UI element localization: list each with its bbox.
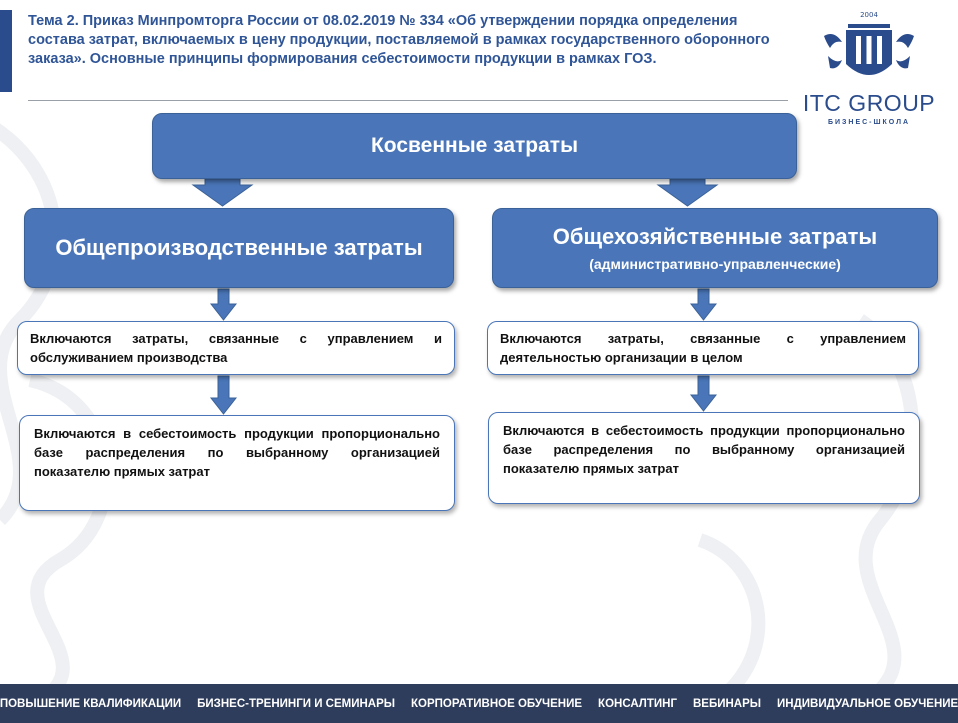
arrow-left-1 bbox=[211, 289, 236, 320]
page-title: Тема 2. Приказ Минпромторга России от 08.02.2019 № 334 «Об утверждении порядка определения состава затрат, включаемых в цену продукции, поставляемой в рамках государственного оборонного заказа». Основные принципы формирования себестоимости продукции в рамках ГОЗ. bbox=[28, 13, 770, 67]
general-overhead-scope: Включаются затраты, связанные с управлением деятельностью организации в целом bbox=[487, 321, 919, 375]
logo-name: ITC GROUP bbox=[802, 90, 936, 116]
logo-year: 2004 bbox=[860, 11, 878, 19]
indirect-costs-label: Косвенные затраты bbox=[370, 134, 579, 157]
footer-bar bbox=[0, 684, 958, 723]
arrow-right-1 bbox=[691, 289, 716, 320]
production-overhead-allocation: Включаются в себестоимость продукции пропорционально базе распределения по выбранному организацией показателю прямых затрат bbox=[19, 415, 455, 511]
production-overhead-label: Общепроизводственные затраты bbox=[55, 235, 423, 260]
production-overhead-scope: Включаются затраты, связанные с управлением и обслуживанием производства bbox=[17, 321, 455, 375]
footer-link-webinars[interactable]: ВЕБИНАРЫ bbox=[692, 697, 762, 710]
general-overhead-label: Общехозяйственные затраты bbox=[552, 224, 878, 249]
arrow-top-right bbox=[658, 179, 717, 206]
production-overhead-box bbox=[24, 208, 454, 288]
arrow-left-2 bbox=[211, 376, 236, 414]
footer-link-trainings[interactable]: БИЗНЕС-ТРЕНИНГИ И СЕМИНАРЫ bbox=[197, 697, 396, 710]
logo-subtitle: БИЗНЕС-ШКОЛА bbox=[827, 119, 911, 126]
footer-link-individual[interactable]: ИНДИВИДУАЛЬНОЕ ОБУЧЕНИЕ bbox=[777, 697, 958, 710]
footer-link-corporate[interactable]: КОРПОРАТИВНОЕ ОБУЧЕНИЕ bbox=[411, 697, 583, 710]
arrow-top-left bbox=[193, 179, 252, 206]
arrow-right-2 bbox=[691, 376, 716, 411]
general-overhead-box bbox=[492, 208, 938, 288]
general-overhead-allocation: Включаются в себестоимость продукции пропорционально базе распределения по выбранному организацией показателю прямых затрат bbox=[488, 412, 920, 504]
footer-link-qualification[interactable]: ПОВЫШЕНИЕ КВАЛИФИКАЦИИ bbox=[0, 697, 182, 710]
footer-link-consulting[interactable]: КОНСАЛТИНГ bbox=[598, 697, 677, 710]
indirect-costs-box bbox=[152, 113, 797, 179]
general-overhead-sublabel: (административно-управленческие) bbox=[589, 256, 841, 272]
